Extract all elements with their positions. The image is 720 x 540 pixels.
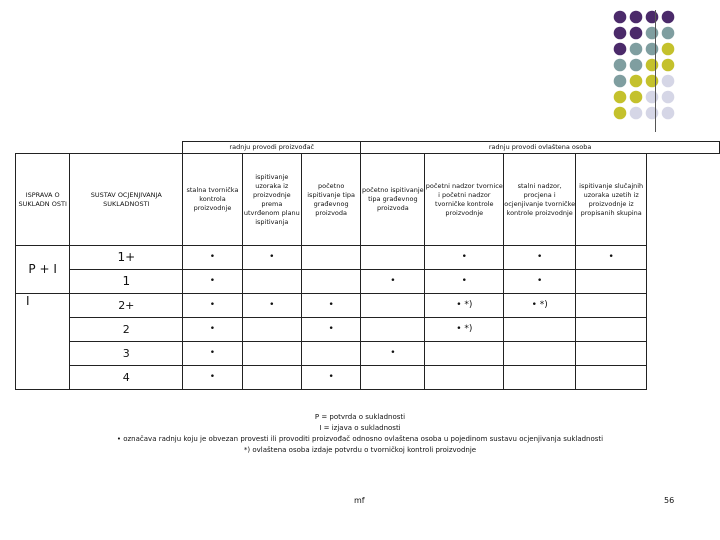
legend-i: I = izjava o sukladnosti bbox=[319, 424, 401, 432]
table-cell bbox=[302, 270, 361, 294]
decorative-dot bbox=[646, 43, 659, 56]
table-cell bbox=[361, 294, 425, 318]
system-cell: 1+ bbox=[70, 246, 183, 270]
table-cell: • bbox=[183, 270, 242, 294]
table-cell: • bbox=[302, 318, 361, 342]
system-cell: 1 bbox=[70, 270, 183, 294]
table-cell: • bbox=[504, 270, 576, 294]
system-cell: 2 bbox=[70, 318, 183, 342]
header-cell: stalna tvornička kontrola proizvodnje bbox=[183, 154, 242, 246]
table-row bbox=[16, 342, 720, 366]
decorative-dot bbox=[630, 59, 643, 72]
table-row bbox=[16, 294, 720, 318]
decorative-dot bbox=[646, 107, 659, 120]
header-cell: ispitivanje uzoraka iz proizvodnje prema utvrđenom planu ispitivanja bbox=[242, 154, 301, 246]
table-cell: • bbox=[302, 366, 361, 390]
table-cell: • bbox=[302, 294, 361, 318]
decorative-dot bbox=[630, 75, 643, 88]
table-cell: • bbox=[183, 294, 242, 318]
table-cell bbox=[242, 318, 301, 342]
system-cell: 2+ bbox=[70, 294, 183, 318]
decorative-dot bbox=[662, 43, 675, 56]
decorative-dot bbox=[630, 107, 643, 120]
decorative-dot bbox=[662, 59, 675, 72]
conformity-assessment-table bbox=[15, 141, 720, 390]
table-cell bbox=[576, 270, 647, 294]
table-cell: • bbox=[183, 366, 242, 390]
table-cell: • bbox=[425, 246, 504, 270]
table-cell bbox=[425, 366, 504, 390]
document-type-cell: P + I bbox=[16, 246, 70, 294]
decorative-dot bbox=[662, 91, 675, 104]
header-cell: početni nadzor tvornice i početni nadzor tvorničke kontrole proizvodnje bbox=[425, 154, 504, 246]
decorative-dot bbox=[646, 75, 659, 88]
decorative-divider-line bbox=[655, 10, 656, 132]
author-initials: mf bbox=[354, 496, 365, 505]
table-cell bbox=[242, 270, 301, 294]
decorative-dot bbox=[662, 75, 675, 88]
table-cell: • bbox=[504, 246, 576, 270]
system-cell: 4 bbox=[70, 366, 183, 390]
decorative-dot bbox=[630, 43, 643, 56]
decorative-dot bbox=[614, 107, 627, 120]
legend-p: P = potvrda o sukladnosti bbox=[314, 413, 406, 421]
header-cell: početno ispitivanje tipa građevnog proizvoda bbox=[302, 154, 361, 246]
table-cell: • bbox=[425, 270, 504, 294]
group-header-manufacturer: radnju provodi proizvođač bbox=[183, 142, 361, 154]
table-row bbox=[16, 270, 720, 294]
table-cell: • *) bbox=[425, 318, 504, 342]
empty-cell bbox=[647, 342, 720, 366]
empty-cell bbox=[647, 366, 720, 390]
table-cell: • bbox=[361, 270, 425, 294]
header-cell: ispitivanje slučajnih uzoraka uzetih iz proizvodnje iz propisanih skupina bbox=[576, 154, 647, 246]
table-cell bbox=[425, 342, 504, 366]
table-cell: • bbox=[361, 342, 425, 366]
table-cell bbox=[576, 294, 647, 318]
decorative-dot bbox=[614, 91, 627, 104]
decorative-dot bbox=[614, 59, 627, 72]
decorative-dot bbox=[614, 75, 627, 88]
table-cell bbox=[242, 366, 301, 390]
table-cell bbox=[504, 342, 576, 366]
table-cell: • bbox=[242, 246, 301, 270]
table-cell: • bbox=[183, 246, 242, 270]
group-header-notified-body: radnju provodi ovlaštena osoba bbox=[361, 142, 720, 154]
table-row bbox=[16, 366, 720, 390]
table-cell bbox=[361, 246, 425, 270]
system-cell: 3 bbox=[70, 342, 183, 366]
table-cell bbox=[302, 342, 361, 366]
table-cell bbox=[576, 318, 647, 342]
decorative-dot bbox=[614, 11, 627, 24]
header-isprava: ISPRAVA O SUKLADN OSTI bbox=[16, 154, 70, 246]
empty-cell bbox=[647, 270, 720, 294]
decorative-dot bbox=[646, 91, 659, 104]
decorative-dot bbox=[630, 11, 643, 24]
table-cell: • bbox=[576, 246, 647, 270]
table-cell: • *) bbox=[504, 294, 576, 318]
decorative-dot bbox=[630, 91, 643, 104]
empty-header-cell bbox=[16, 142, 183, 154]
table-cell: • bbox=[242, 294, 301, 318]
table-cell bbox=[361, 318, 425, 342]
decorative-dot bbox=[662, 11, 675, 24]
empty-cell bbox=[647, 246, 720, 270]
header-sustav: SUSTAV OCJENJIVANJA SUKLADNOSTI bbox=[70, 154, 183, 246]
page-number: 56 bbox=[664, 496, 675, 505]
table-cell bbox=[504, 318, 576, 342]
decorative-dot bbox=[646, 27, 659, 40]
table-cell: • *) bbox=[425, 294, 504, 318]
header-cell: početno ispitivanje tipa građevnog proizvoda bbox=[361, 154, 425, 246]
empty-header-cell bbox=[647, 154, 720, 246]
table-cell bbox=[361, 366, 425, 390]
table-cell bbox=[504, 366, 576, 390]
table-row bbox=[16, 246, 720, 270]
decorative-dot bbox=[614, 43, 627, 56]
table-cell bbox=[302, 246, 361, 270]
table-cell: • bbox=[183, 318, 242, 342]
document-type-cell: I bbox=[16, 294, 70, 390]
decorative-dot bbox=[646, 59, 659, 72]
decorative-dot bbox=[630, 27, 643, 40]
decorative-dot bbox=[614, 27, 627, 40]
legend-asterisk: *) ovlaštena osoba izdaje potvrdu o tvorničkoj kontroli proizvodnje bbox=[243, 446, 477, 454]
table-row bbox=[16, 318, 720, 342]
table-cell bbox=[576, 342, 647, 366]
empty-cell bbox=[647, 318, 720, 342]
empty-cell bbox=[647, 294, 720, 318]
decorative-dot bbox=[646, 11, 659, 24]
table-cell bbox=[576, 366, 647, 390]
header-cell: stalni nadzor, procjena i ocjenjivanje tvorničke kontrole proizvodnje bbox=[504, 154, 576, 246]
decorative-dot bbox=[662, 27, 675, 40]
decorative-dot bbox=[662, 107, 675, 120]
table-cell: • bbox=[183, 342, 242, 366]
legend-bullet: • označava radnju koju je obvezan provesti ili provoditi proizvođač odnosno ovlaštena osoba u pojedinom sustavu ocjenjivanja sukladnosti bbox=[116, 435, 604, 443]
table-cell bbox=[242, 342, 301, 366]
decorative-dot-grid bbox=[0, 0, 720, 140]
